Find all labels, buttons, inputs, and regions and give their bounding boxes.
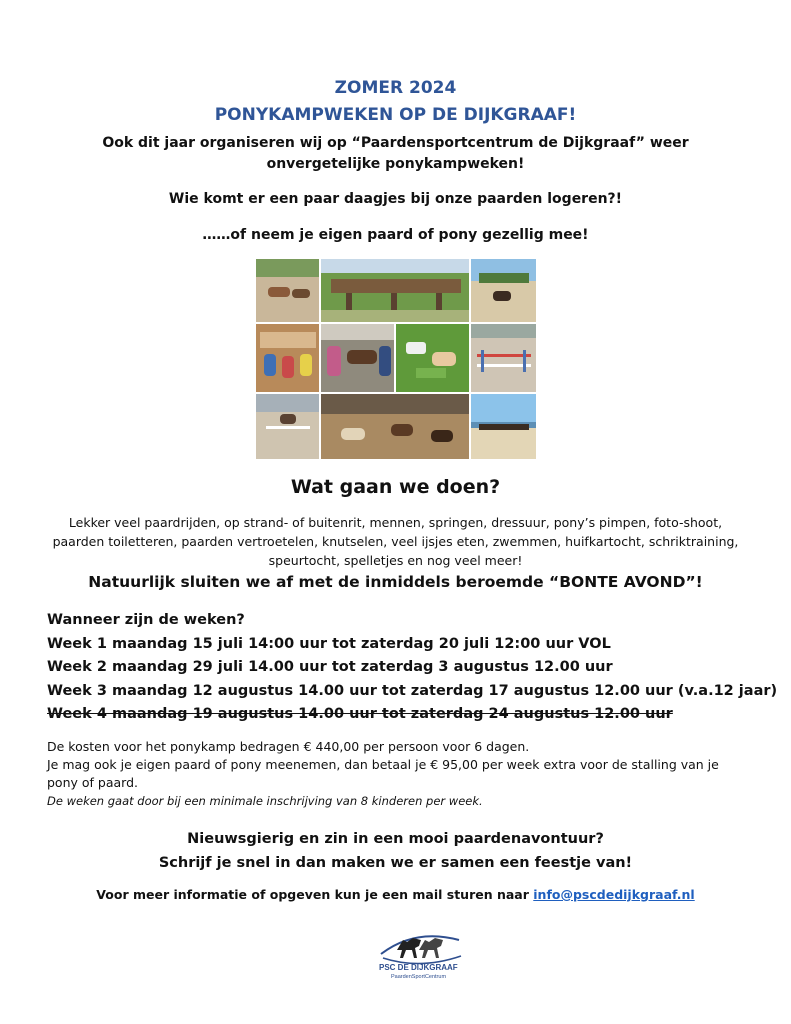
title-year: ZOMER 2024 <box>334 78 457 98</box>
weeks-heading: Wanneer zijn de weken? <box>47 612 245 628</box>
week-item-3: Week 3 maandag 12 augustus 14.00 uur tot zaterdag 17 augustus 12.00 uur (v.a.12 jaar) <box>47 682 778 699</box>
photo-jumping-poles <box>470 323 537 393</box>
photo-beach-ride <box>470 393 537 460</box>
photo-riding-arena <box>255 258 320 323</box>
logo-subtitle: PaardenSportCentrum <box>391 974 447 980</box>
intro-own-horse: ……of neem je eigen paard of pony gezellig mee! <box>202 227 589 243</box>
photo-bridge <box>320 258 470 323</box>
activities-text: Lekker veel paardrijden, op strand- of buitenrit, mennen, springen, dressuur, pony’s pimpen, foto-shoot, paarden toiletteren, paarden vertroetelen, knutselen, veel ijsjes eten, zwemmen, huifkartocht, schriktraining, speurtocht, spelletjes en nog veel meer! <box>52 515 739 568</box>
photo-stable <box>320 323 395 393</box>
costs-section <box>47 738 747 810</box>
costs-line-1: De kosten voor het ponykamp bedragen € 440,00 per persoon voor 6 dagen. <box>47 739 530 754</box>
costs-line-2: Je mag ook je eigen paard of pony meenemen, dan betaal je € 95,00 per week extra voor de stalling van je pony of paard. <box>47 757 719 790</box>
call-to-action <box>0 827 791 875</box>
logo-name: PSC DE DIJKGRAAF <box>379 963 458 972</box>
email-link[interactable]: info@pscdedijkgraaf.nl <box>533 887 695 902</box>
photo-grass-games <box>395 323 470 393</box>
costs-note: De weken gaat door bij een minimale inschrijving van 8 kinderen per week. <box>47 794 483 808</box>
bonte-avond-text: Natuurlijk sluiten we af met de inmiddels beroemde “BONTE AVOND”! <box>88 573 703 591</box>
activities-heading: Wat gaan we doen? <box>290 476 501 498</box>
horses-logo-icon <box>375 920 465 980</box>
photo-collage <box>255 258 537 460</box>
photo-indoor-jump <box>255 393 320 460</box>
title-main: PONYKAMPWEKEN OP DE DIJKGRAAF! <box>214 105 577 125</box>
weeks-list <box>47 609 778 727</box>
cta-line-1: Nieuwsgierig en zin in een mooi paardenavontuur? <box>187 831 604 847</box>
intro-question: Wie komt er een paar daagjes bij onze paarden logeren?! <box>168 191 623 207</box>
contact-info <box>0 887 791 902</box>
intro-text: Ook dit jaar organiseren wij op “Paardensportcentrum de Dijkgraaf” weer onvergetelijke ponykampweken! <box>102 135 689 172</box>
cta-line-2: Schrijf je snel in dan maken we er samen een feestje van! <box>158 855 633 871</box>
week-item-1: Week 1 maandag 15 juli 14:00 uur tot zaterdag 20 juli 12:00 uur VOL <box>47 635 611 652</box>
week-item-4: Week 4 maandag 19 augustus 14.00 uur tot zaterdag 24 augustus 12.00 uur <box>47 706 673 722</box>
photo-group-meal <box>255 323 320 393</box>
photo-indoor-arena <box>320 393 470 460</box>
contact-text: Voor meer informatie of opgeven kun je een mail sturen naar <box>96 887 534 902</box>
week-item-2: Week 2 maandag 29 juli 14.00 uur tot zaterdag 3 augustus 12.00 uur <box>47 659 613 675</box>
psc-logo <box>375 920 465 980</box>
photo-field-ride <box>470 258 537 323</box>
